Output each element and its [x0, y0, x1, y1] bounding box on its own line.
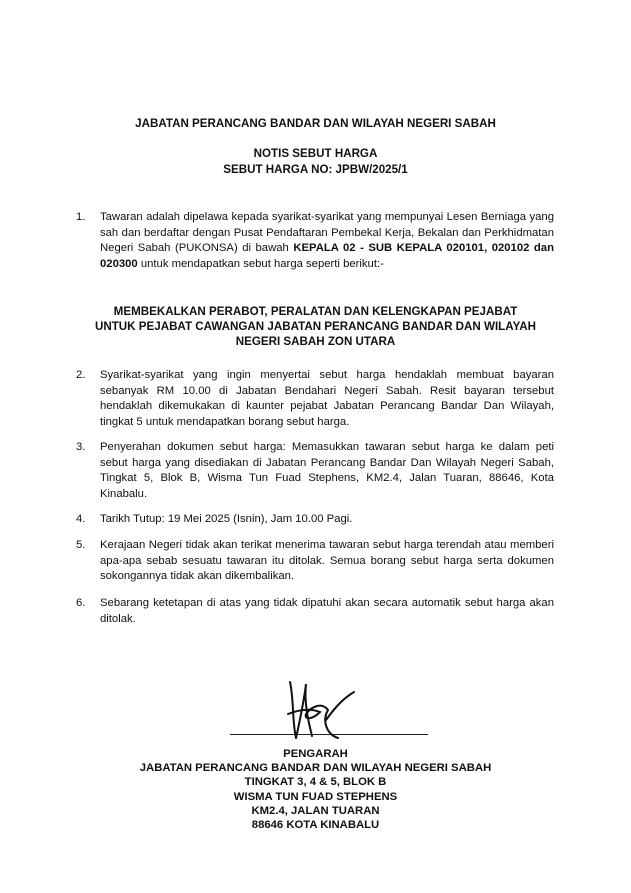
- address-line: 88646 KOTA KINABALU: [251, 819, 380, 832]
- item-number: 5.: [76, 539, 86, 551]
- item-2: [76, 368, 554, 430]
- signature: [282, 680, 362, 740]
- item-text: Sebarang ketetapan di atas yang tidak dipatuhi akan secara automatik sebut harga akan ditolak.: [100, 597, 554, 625]
- item-5: [76, 538, 554, 585]
- item-number: 6.: [76, 597, 86, 609]
- address-line: WISMA TUN FUAD STEPHENS: [233, 790, 398, 803]
- agency-heading: JABATAN PERANCANG BANDAR DAN WILAYAH NEGERI SABAH: [135, 117, 496, 130]
- project-title-1: MEMBEKALKAN PERABOT, PERALATAN DAN KELENGKAPAN PEJABAT: [113, 305, 518, 318]
- item-text-part: untuk mendapatkan sebut harga seperti berikut:-: [137, 257, 384, 270]
- item-3: [76, 440, 554, 502]
- item-number: 2.: [76, 369, 86, 381]
- address-line: TINGKAT 3, 4 & 5, BLOK B: [244, 776, 387, 789]
- project-title-3: NEGERI SABAH ZON UTARA: [235, 335, 396, 348]
- item-text: Tarikh Tutup: 19 Mei 2025 (Isnin), Jam 10.00 Pagi.: [100, 513, 353, 525]
- item-text: Syarikat-syarikat yang ingin menyertai sebut harga hendaklah membuat bayaran sebanyak RM 10.00 di Jabatan Bendahari Negeri Sabah. Resit bayaran tersebut hendaklah dikemukakan di kaunter pejabat Jabatan Perancang Bandar Dan Wilayah, tingkat 5 untuk mendapatkan borang sebut harga.: [100, 369, 554, 428]
- item-number: 1.: [76, 211, 86, 223]
- item-1: [76, 210, 554, 272]
- reference-number: SEBUT HARGA NO: JPBW/2025/1: [223, 163, 408, 176]
- item-4: [76, 512, 554, 528]
- signature-line: [230, 734, 428, 735]
- item-6: [76, 596, 554, 627]
- item-text: Kerajaan Negeri tidak akan terikat menerima tawaran sebut harga terendah atau memberi apa-apa sebab sesuatu tawaran itu ditolak. Semua borang sebut harga serta dokumen sokongannya tidak akan dikembalikan.: [100, 539, 554, 583]
- address-line: KM2.4, JALAN TUARAN: [251, 804, 380, 817]
- signatory-title: PENGARAH: [283, 748, 348, 760]
- item-number: 4.: [76, 513, 86, 525]
- signature-block: [0, 747, 631, 832]
- item-text-part: Tawaran adalah dipelawa kepada syarikat-syarikat yang mempunyai Lesen Berniaga yang sah dan berdaftar dengan Pusat Pendaftaran Pembekal Kerja, Bekalan dan Perkhidmatan Negeri Sabah (PUKONSA) di bawah: [100, 211, 554, 255]
- notice-title: NOTIS SEBUT HARGA: [253, 147, 378, 160]
- item-text: [100, 210, 554, 272]
- item-text-bold: KEPALA 02 - SUB KEPALA 020101, 020102 dan 020300: [100, 242, 554, 270]
- address-line: JABATAN PERANCANG BANDAR DAN WILAYAH NEGERI SABAH: [139, 762, 492, 775]
- item-text: Penyerahan dokumen sebut harga: Memasukkan tawaran sebut harga ke dalam peti sebut harga yang disediakan di Jabatan Perancang Bandar Dan Wilayah Negeri Sabah, Tingkat 5, Blok B, Wisma Tun Fuad Stephens, KM2.4, Jalan Tuaran, 88646, Kota Kinabalu.: [100, 441, 554, 500]
- item-number: 3.: [76, 441, 86, 453]
- project-title-2: UNTUK PEJABAT CAWANGAN JABATAN PERANCANG BANDAR DAN WILAYAH: [94, 320, 536, 333]
